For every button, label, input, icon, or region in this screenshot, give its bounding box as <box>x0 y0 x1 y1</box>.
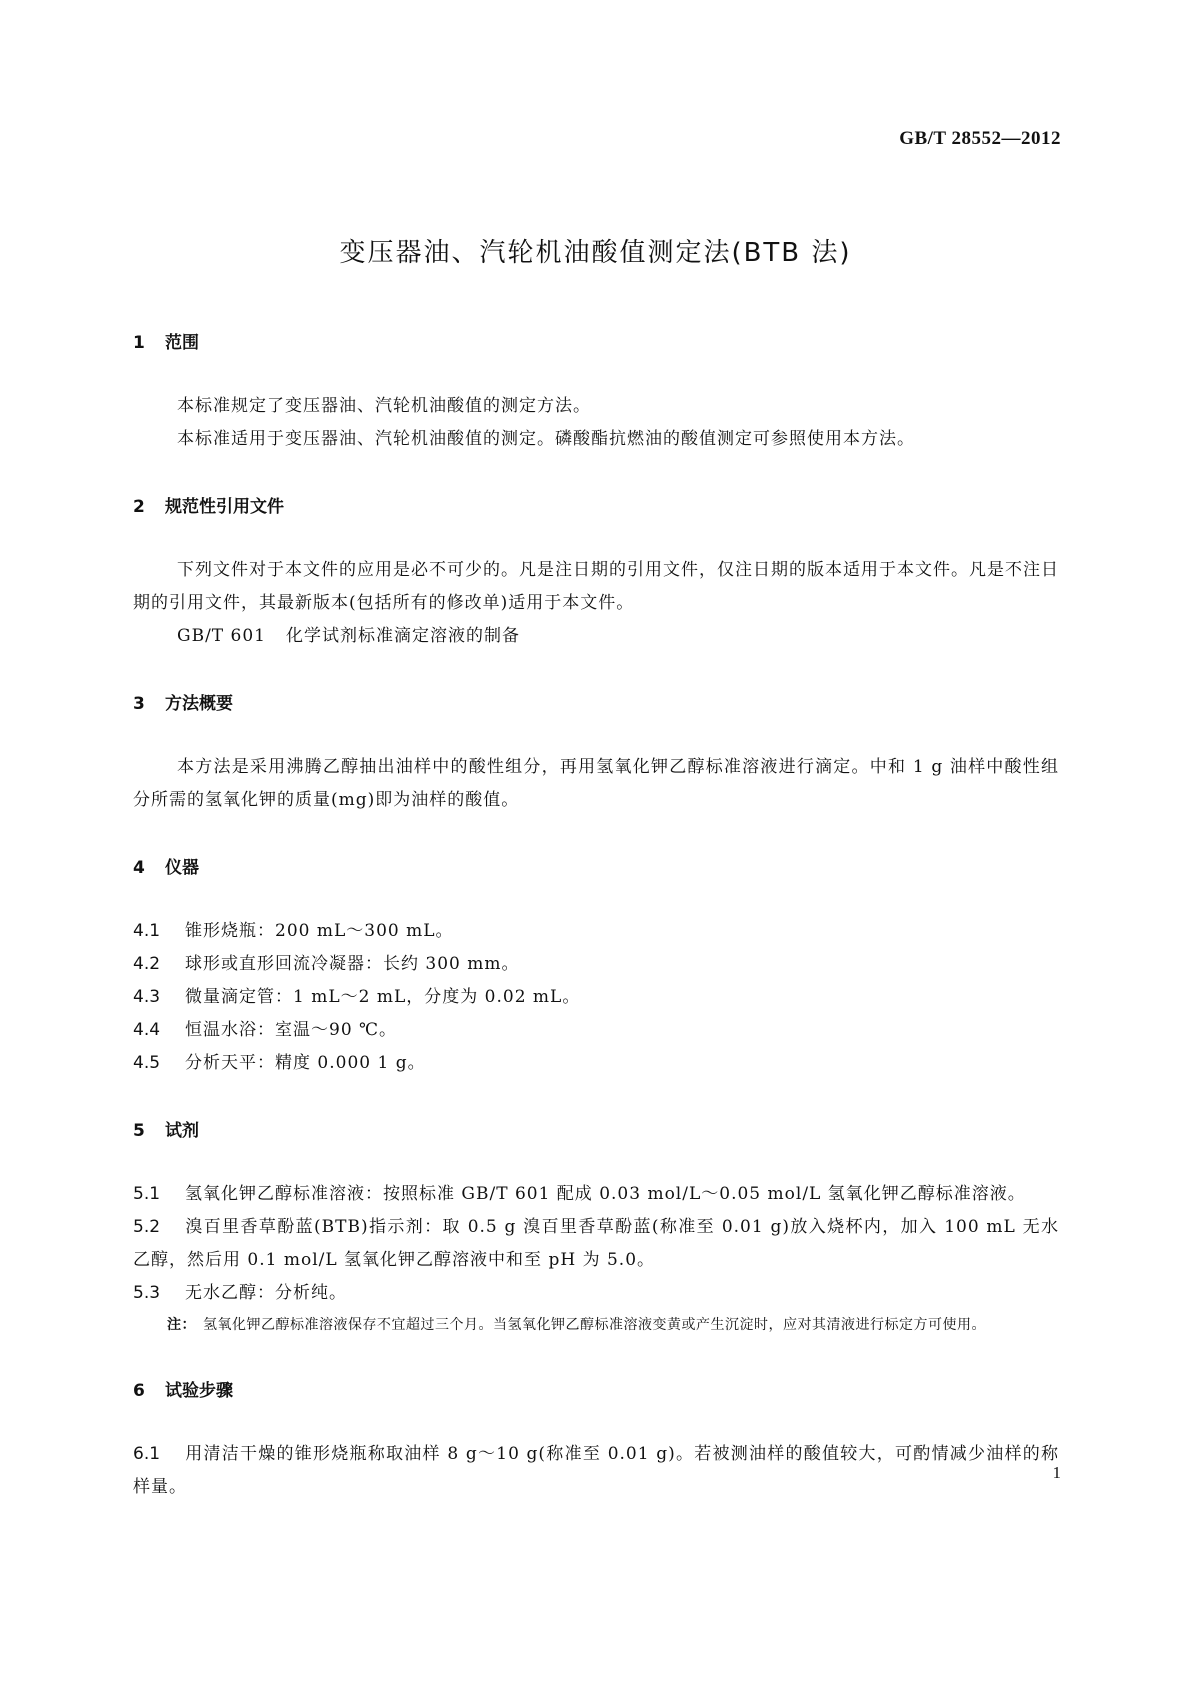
item-number: 4.5 <box>133 1053 161 1073</box>
section-body <box>133 1178 1059 1340</box>
section-number: 6 <box>133 1381 145 1401</box>
item-number: 5.2 <box>133 1217 161 1237</box>
item-number: 5.1 <box>133 1184 161 1204</box>
section-test-procedure <box>133 1378 1059 1504</box>
list-item <box>133 915 1059 948</box>
section-title: 仪器 <box>165 858 199 878</box>
section-number: 3 <box>133 694 145 714</box>
section-title: 试验步骤 <box>165 1381 233 1401</box>
section-title: 试剂 <box>165 1121 199 1141</box>
section-heading <box>133 330 1059 356</box>
item-text: 分析天平：精度 0.000 1 g。 <box>185 1053 426 1073</box>
section-body <box>133 390 1059 456</box>
item-number: 5.3 <box>133 1283 161 1303</box>
item-text: 锥形烧瓶：200 mL～300 mL。 <box>185 921 454 941</box>
section-apparatus <box>133 855 1059 1080</box>
paragraph: 下列文件对于本文件的应用是必不可少的。凡是注日期的引用文件，仅注日期的版本适用于本文件。凡是不注日期的引用文件，其最新版本(包括所有的修改单)适用于本文件。 <box>133 560 1059 613</box>
item-text: 球形或直形回流冷凝器：长约 300 mm。 <box>185 954 520 974</box>
section-number: 5 <box>133 1121 145 1141</box>
note-label: 注： <box>167 1317 196 1333</box>
item-text: 溴百里香草酚蓝(BTB)指示剂：取 0.5 g 溴百里香草酚蓝(称准至 0.01 g)放入烧杯内，加入 100 mL 无水乙醇，然后用 0.1 mol/L 氢氧化钾乙醇溶液中和至 pH 为 5.0。 <box>133 1217 1059 1270</box>
list-item <box>133 1178 1059 1211</box>
document-title: 变压器油、汽轮机油酸值测定法(BTB 法) <box>339 238 852 268</box>
paragraph: 本方法是采用沸腾乙醇抽出油样中的酸性组分，再用氢氧化钾乙醇标准溶液进行滴定。中和 1 g 油样中酸性组分所需的氢氧化钾的质量(mg)即为油样的酸值。 <box>133 757 1059 810</box>
item-number: 4.4 <box>133 1020 161 1040</box>
section-method-summary <box>133 691 1059 817</box>
list-item <box>133 1211 1059 1277</box>
list-item <box>133 1047 1059 1080</box>
item-text: 氢氧化钾乙醇标准溶液：按照标准 GB/T 601 配成 0.03 mol/L～0.05 mol/L 氢氧化钾乙醇标准溶液。 <box>185 1184 1026 1204</box>
section-body <box>133 554 1059 653</box>
item-number: 4.3 <box>133 987 161 1007</box>
item-text: 用清洁干燥的锥形烧瓶称取油样 8 g～10 g(称准至 0.01 g)。若被测油样的酸值较大，可酌情减少油样的称样量。 <box>133 1444 1059 1497</box>
section-heading <box>133 494 1059 520</box>
list-item <box>133 1277 1059 1310</box>
standard-code: GB/T 28552—2012 <box>899 128 1061 149</box>
section-body <box>133 915 1059 1080</box>
reference-name: 化学试剂标准滴定溶液的制备 <box>286 626 520 646</box>
section-normative-references <box>133 494 1059 653</box>
section-heading <box>133 1118 1059 1144</box>
section-number: 1 <box>133 333 145 353</box>
item-number: 4.2 <box>133 954 161 974</box>
document-content <box>133 330 1059 1504</box>
paragraph: 本标准规定了变压器油、汽轮机油酸值的测定方法。 <box>177 396 591 416</box>
item-text: 无水乙醇：分析纯。 <box>185 1283 347 1303</box>
section-scope <box>133 330 1059 456</box>
section-body <box>133 751 1059 817</box>
list-item <box>133 948 1059 981</box>
section-reagents <box>133 1118 1059 1340</box>
item-text: 恒温水浴：室温～90 ℃。 <box>185 1020 398 1040</box>
reference-entry <box>133 620 1059 653</box>
list-item <box>133 1438 1059 1504</box>
list-item <box>133 1014 1059 1047</box>
section-title: 方法概要 <box>165 694 233 714</box>
section-title: 规范性引用文件 <box>165 497 284 517</box>
item-text: 微量滴定管：1 mL～2 mL，分度为 0.02 mL。 <box>185 987 581 1007</box>
item-number: 4.1 <box>133 921 161 941</box>
reference-code: GB/T 601 <box>177 626 266 646</box>
note-text: 氢氧化钾乙醇标准溶液保存不宜超过三个月。当氢氧化钾乙醇标准溶液变黄或产生沉淀时，应对其清液进行标定方可使用。 <box>203 1317 986 1333</box>
section-body <box>133 1438 1059 1504</box>
section-number: 2 <box>133 497 145 517</box>
section-heading <box>133 691 1059 717</box>
section-number: 4 <box>133 858 145 878</box>
note <box>133 1310 1059 1340</box>
list-item <box>133 981 1059 1014</box>
paragraph: 本标准适用于变压器油、汽轮机油酸值的测定。磷酸酯抗燃油的酸值测定可参照使用本方法。 <box>177 429 915 449</box>
section-heading <box>133 1378 1059 1404</box>
section-title: 范围 <box>165 333 199 353</box>
section-heading <box>133 855 1059 881</box>
item-number: 6.1 <box>133 1444 161 1464</box>
page-number: 1 <box>1052 1463 1061 1482</box>
